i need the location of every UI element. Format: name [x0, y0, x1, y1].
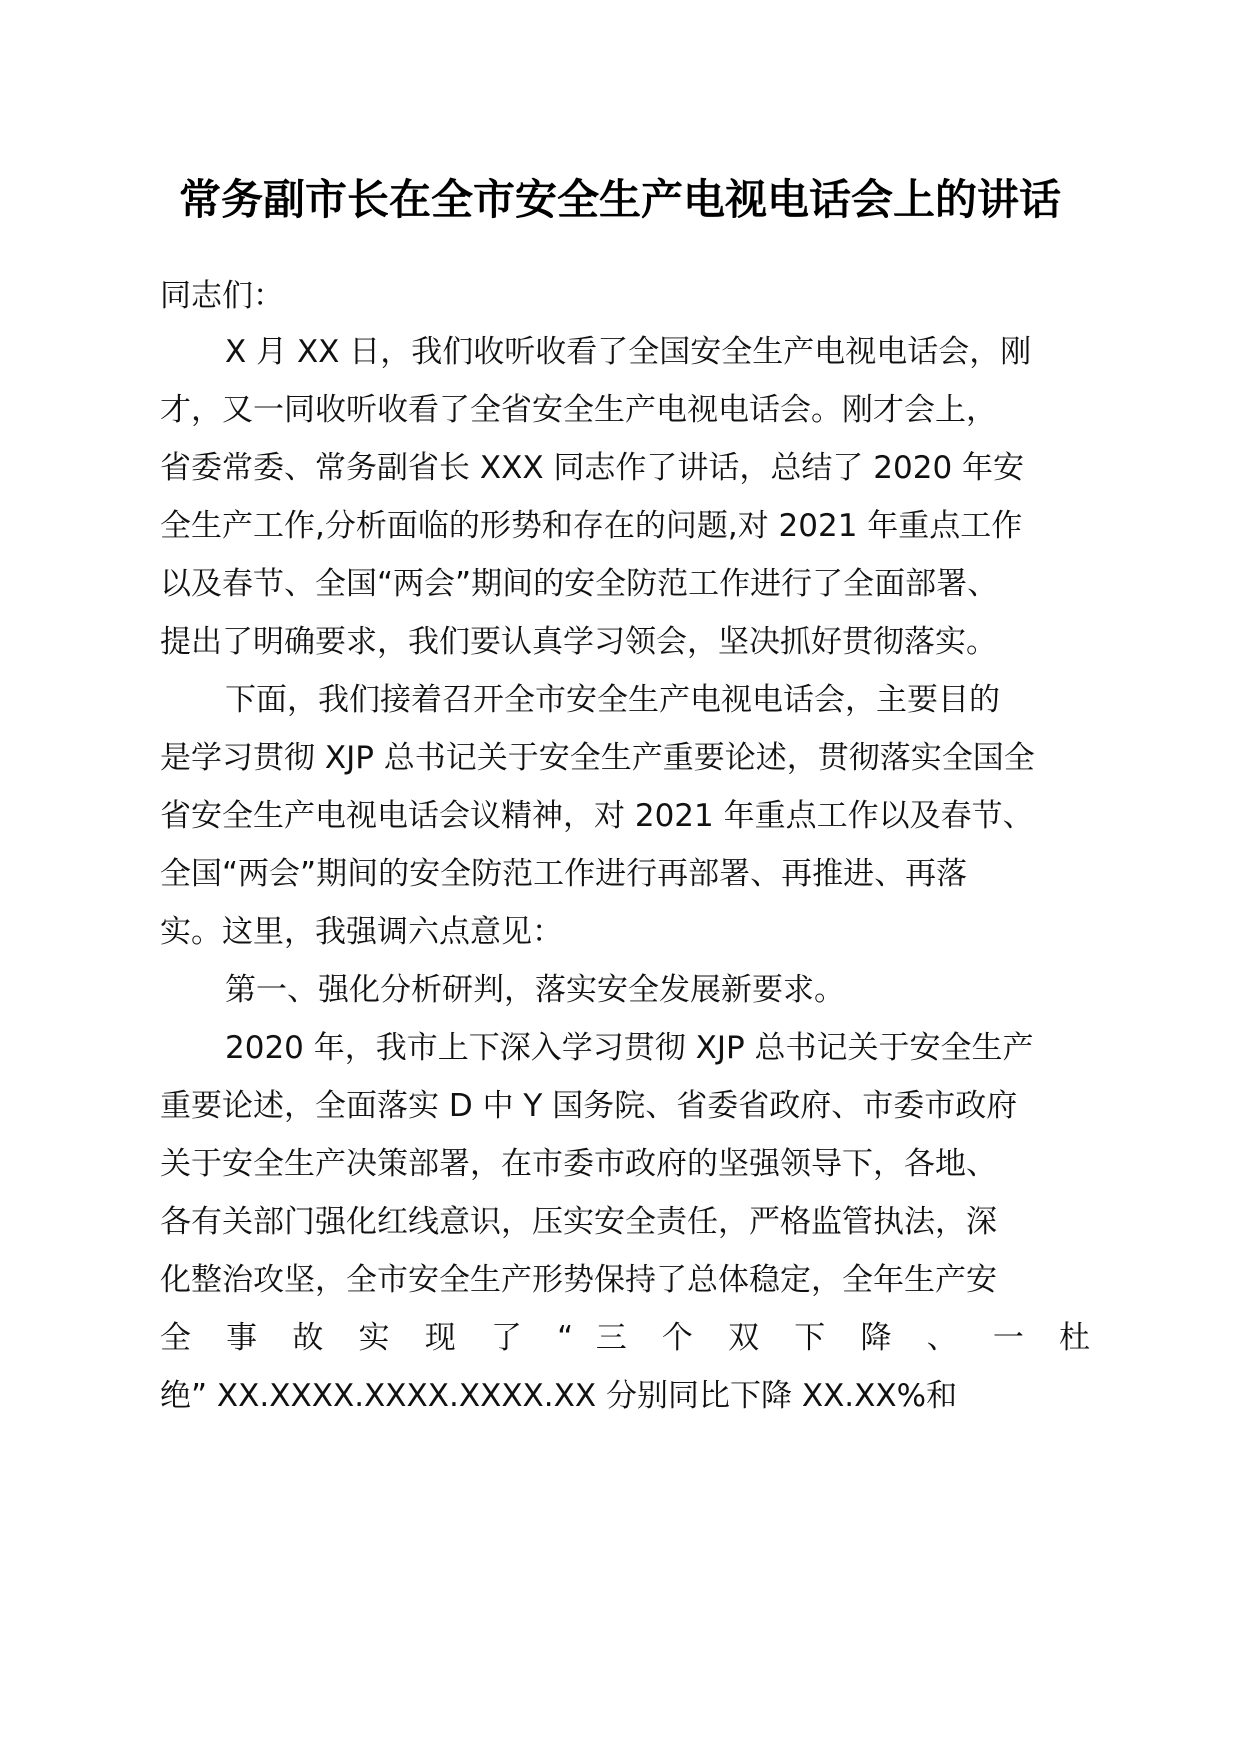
- paragraph-line: 以及春节、全国“两会”期间的安全防范工作进行了全面部署、: [160, 566, 999, 602]
- paragraph-line: X 月 XX 日，我们收听收看了全国安全生产电视电话会，刚: [225, 334, 1032, 370]
- document-title: 常务副市长在全市安全生产电视电话会上的讲话: [178, 175, 1061, 224]
- section-heading: 第一、强化分析研判，落实安全发展新要求。: [225, 972, 845, 1008]
- paragraph-line: 关于安全生产决策部署，在市委市政府的坚强领导下，各地、: [160, 1146, 997, 1182]
- paragraph-line: 2020 年，我市上下深入学习贯彻 XJP 总书记关于安全生产: [225, 1030, 1034, 1066]
- paragraph-line: 是学习贯彻 XJP 总书记关于安全生产重要论述，贯彻落实全国全: [160, 740, 1035, 776]
- paragraph-line: 实。这里，我强调六点意见：: [160, 914, 563, 950]
- paragraph-line: 全生产工作,分析面临的形势和存在的问题,对 2021 年重点工作: [160, 508, 1023, 544]
- paragraph-line: 重要论述，全面落实 D 中 Y 国务院、省委省政府、市委市政府: [160, 1088, 1018, 1124]
- paragraph-line: 化整治攻坚，全市安全生产形势保持了总体稳定，全年生产安: [160, 1262, 997, 1298]
- paragraph-line: 绝” XX.XXXX.XXXX.XXXX.XX 分别同比下降 XX.XX%和: [160, 1378, 958, 1414]
- paragraph-line: 省委常委、常务副省长 XXX 同志作了讲话，总结了 2020 年安: [160, 450, 1025, 486]
- paragraph-line: 全国“两会”期间的安全防范工作进行再部署、再推进、再落: [160, 856, 968, 892]
- paragraph-line: 提出了明确要求，我们要认真学习领会，坚决抓好贯彻落实。: [160, 624, 997, 660]
- paragraph-line: 下面，我们接着召开全市安全生产电视电话会，主要目的: [225, 682, 1000, 718]
- paragraph-line: 全 事 故 实 现 了 “ 三 个 双 下 降 、 一 杜: [160, 1320, 1090, 1356]
- paragraph-line: 才，又一同收听收看了全省安全生产电视电话会。刚才会上，: [160, 392, 997, 428]
- salutation: 同志们：: [160, 278, 284, 314]
- paragraph-line: 各有关部门强化红线意识，压实安全责任，严格监管执法，深: [160, 1204, 997, 1240]
- paragraph-line: 省安全生产电视电话会议精神，对 2021 年重点工作以及春节、: [160, 798, 1034, 834]
